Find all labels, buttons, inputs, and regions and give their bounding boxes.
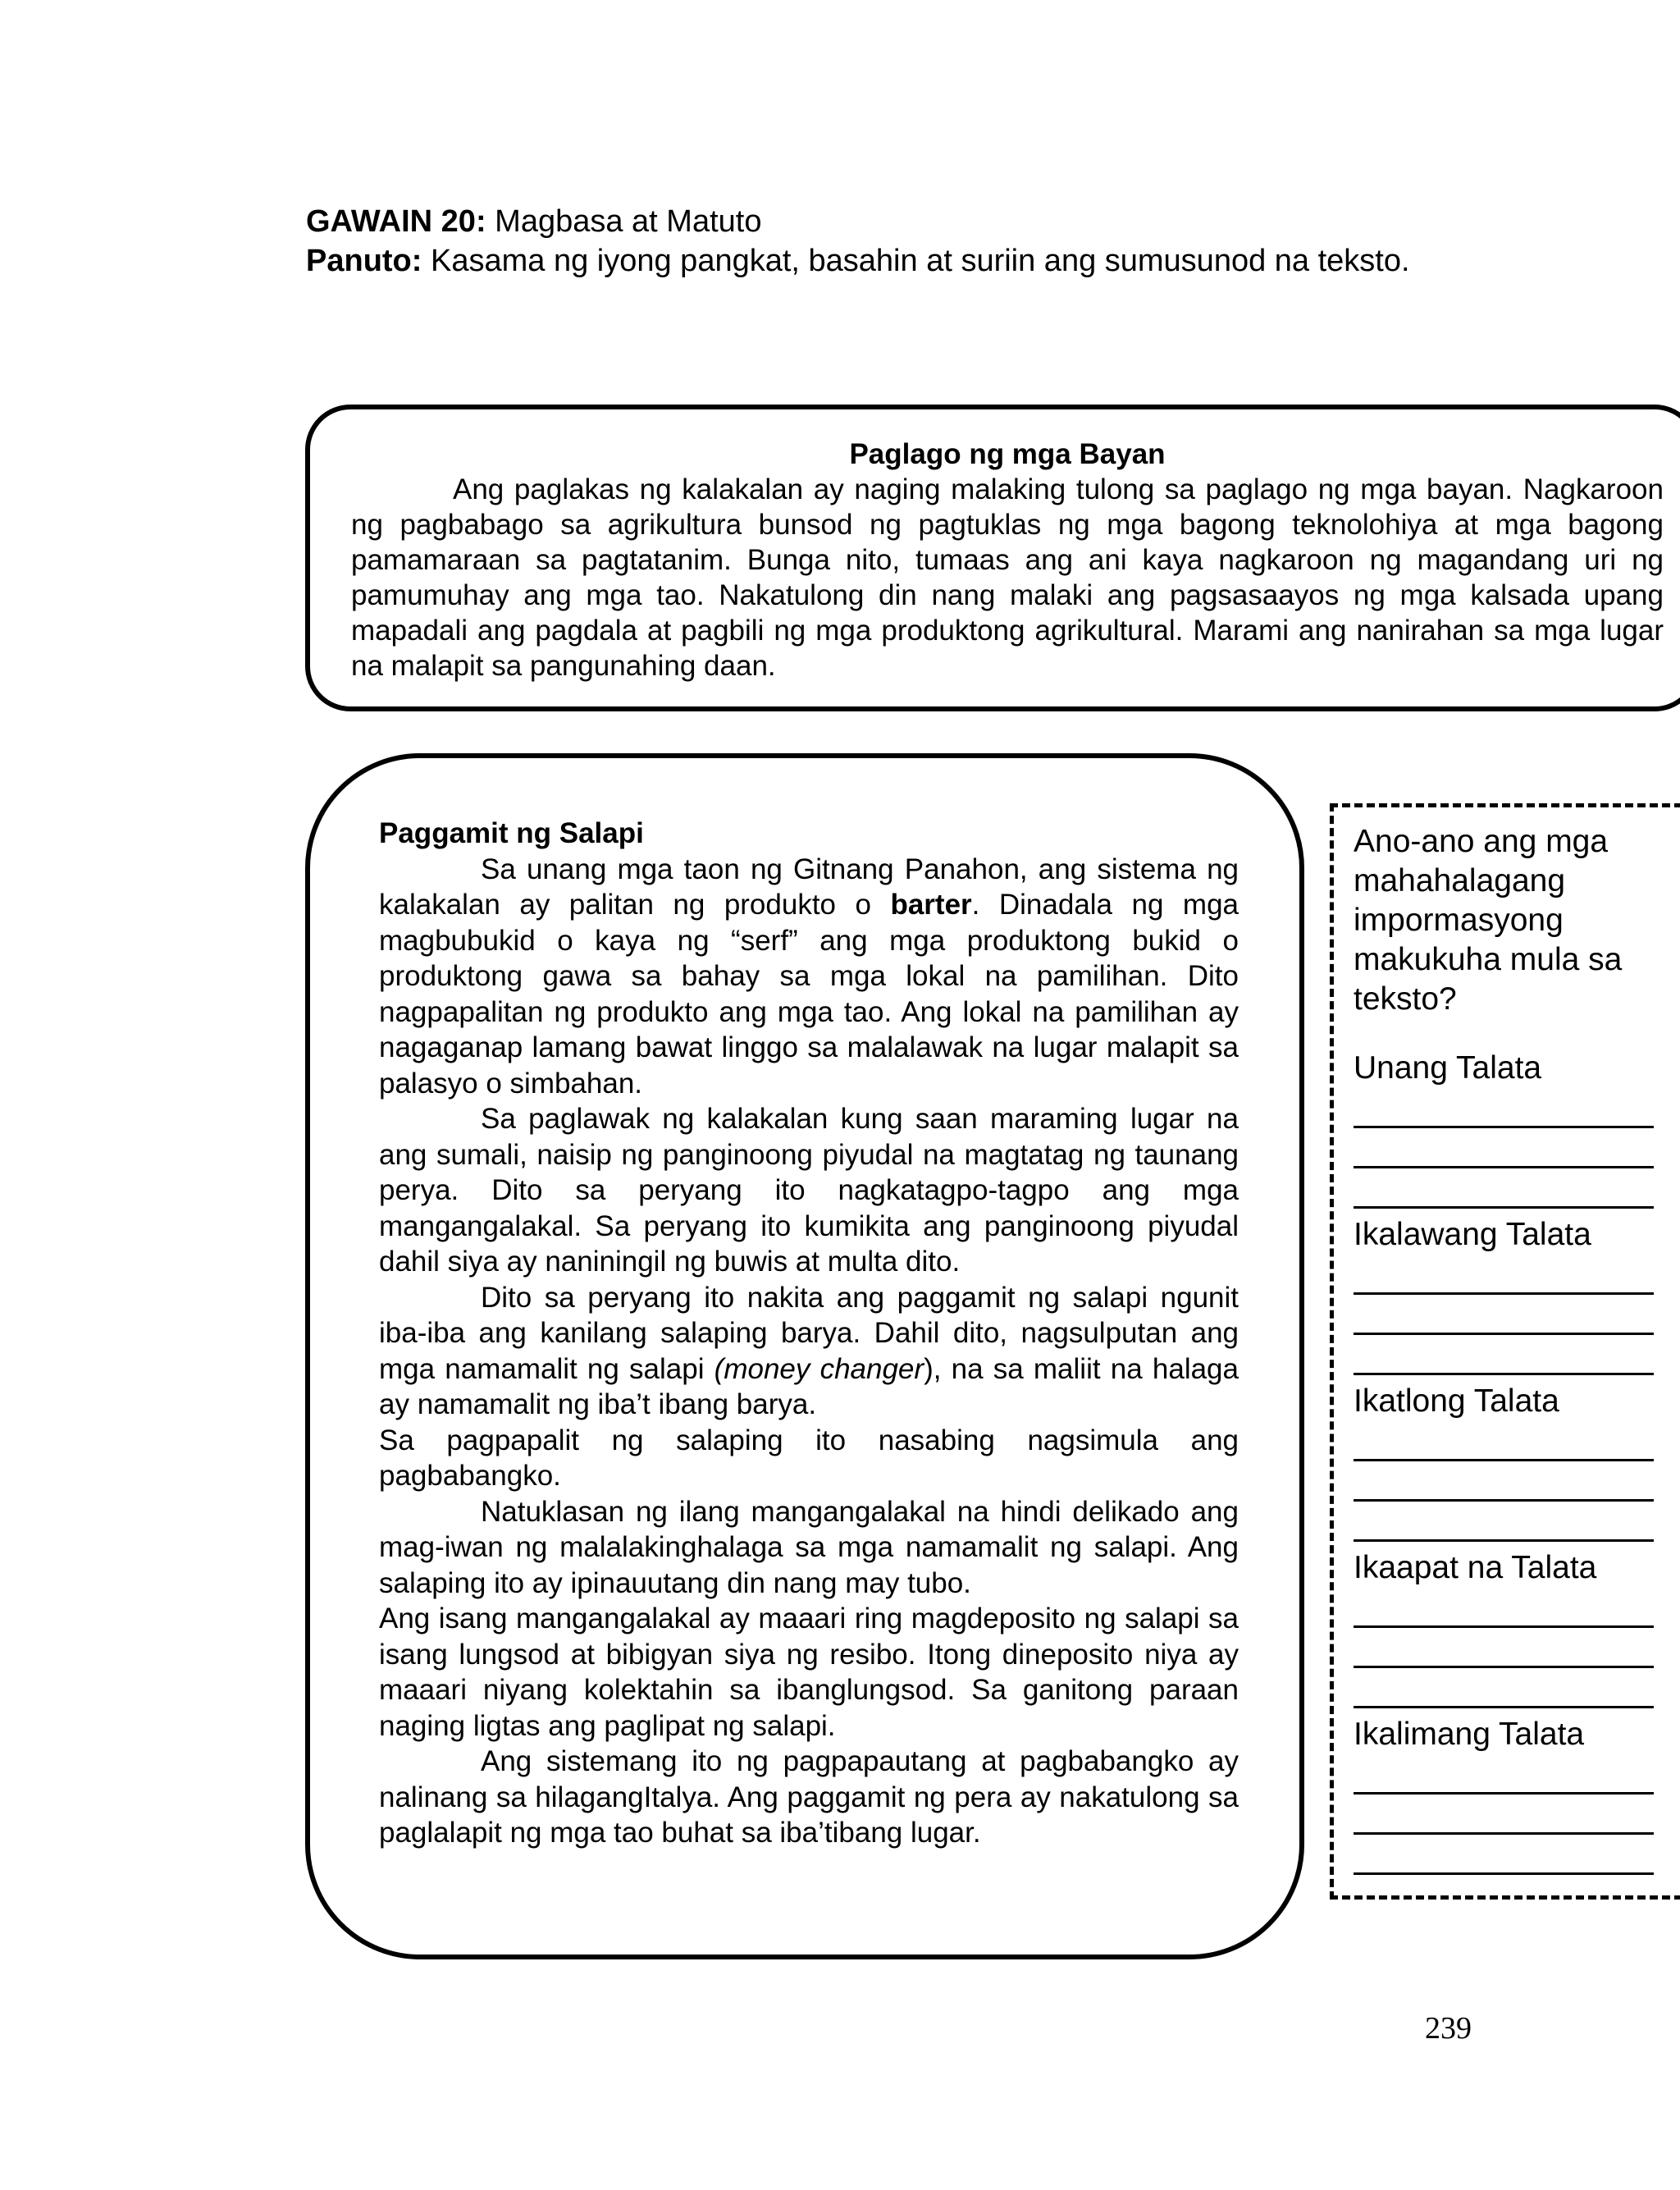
paragraph-4: Sa pagpapalit ng salaping ito nasabing nagsimula ang pagbabangko. xyxy=(379,1424,1239,1492)
paragraph-1-text-a: Sa unang mga taon ng Gitnang Panahon, ang sistema ng kalakalan ay palitan ng produkto o xyxy=(379,853,1239,921)
answer-blanks-3 xyxy=(1354,1425,1680,1542)
reading-body-paglago: Ang paglakas ng kalakalan ay naging malaking tulong sa paglago ng mga bayan. Nagkaroon ng pagbabago sa agrikultura bunsod ng pagtuklas ng mga bagong teknolohiya at mga bagong pamamaraan sa pagtatanim. Bunga nito, tumaas ang ani kaya nagkaroon ng magandang uri ng pamumuhay ang mga tao. Nakatulong din nang malaki ang pagsasaayos ng mga kalsada upang mapadali ang pagdala at pagbili ng mga produktong agrikultural. Marami ang nanirahan sa mga lugar na malapit sa pangunahing daan. xyxy=(351,473,1664,682)
section-label-ikalimang-talata: Ikalimang Talata xyxy=(1354,1717,1585,1752)
answer-line[interactable] xyxy=(1354,1799,1654,1835)
answer-line[interactable] xyxy=(1354,1465,1654,1502)
reading-box-salapi-content xyxy=(379,816,1239,1851)
answer-line[interactable] xyxy=(1354,1132,1654,1168)
answer-line[interactable] xyxy=(1354,1259,1654,1295)
reading-box-paglago-content xyxy=(351,437,1664,684)
paragraph-5: Natuklasan ng ilang mangangalakal na hindi delikado ang mag-iwan ng malalakinghalaga sa mga namamalit ng salapi. Ang salaping ito ay ipinauutang din nang may tubo. xyxy=(379,1495,1239,1599)
answer-line[interactable] xyxy=(1354,1173,1654,1209)
gawain-title: Magbasa at Matuto xyxy=(486,204,762,239)
paragraph-3 xyxy=(379,1280,1239,1423)
reading-box-paglago xyxy=(305,405,1680,711)
paragraph-1-bold-term: barter xyxy=(890,889,972,921)
reading-title-paglago: Paglago ng mga Bayan xyxy=(849,438,1166,470)
answer-line[interactable] xyxy=(1354,1672,1654,1708)
answer-line[interactable] xyxy=(1354,1592,1654,1628)
activity-header xyxy=(306,202,1438,281)
paragraph-3-text-b: ), na sa maliit na halaga ay namamalit ng iba’t ibang barya. xyxy=(379,1352,1239,1420)
question-box xyxy=(1330,803,1680,1900)
panuto-text: Kasama ng iyong pangkat, basahin at suriin ang sumusunod na teksto. xyxy=(422,244,1410,278)
answer-line[interactable] xyxy=(1354,1299,1654,1335)
answer-line[interactable] xyxy=(1354,1506,1654,1542)
section-label-unang-talata: Unang Talata xyxy=(1354,1050,1542,1086)
page-number: 239 xyxy=(1425,2011,1472,2046)
panuto-label: Panuto: xyxy=(306,244,422,278)
answer-line[interactable] xyxy=(1354,1339,1654,1375)
paragraph-6: Ang isang mangangalakal ay maaari ring magdeposito ng salapi sa isang lungsod at bibigyan siya ng resibo. Itong dineposito niya ay maaari niyang kolektahin sa ibanglungsod. Sa ganitong paraan naging ligtas ang paglipat ng salapi. xyxy=(379,1602,1239,1742)
answer-blanks-2 xyxy=(1354,1259,1680,1375)
paragraph-3-text-a: Dito sa peryang ito nakita ang paggamit ng salapi ngunit iba-iba ang kanilang salaping barya. Dahil dito, nagsulputan ang mga namamalit ng salapi xyxy=(379,1281,1239,1385)
answer-line[interactable] xyxy=(1354,1092,1654,1128)
answer-blanks-1 xyxy=(1354,1092,1680,1209)
answer-line[interactable] xyxy=(1354,1425,1654,1461)
reading-box-salapi xyxy=(305,753,1304,1959)
section-label-ikatlong-talata: Ikatlong Talata xyxy=(1354,1383,1559,1419)
paragraph-3-italic-term: (money changer xyxy=(714,1352,924,1385)
reading-title-salapi: Paggamit ng Salapi xyxy=(379,817,644,849)
paragraph-1 xyxy=(379,852,1239,1102)
answer-blanks-4 xyxy=(1354,1592,1680,1708)
activity-title-line xyxy=(306,202,1438,241)
answer-line[interactable] xyxy=(1354,1632,1654,1668)
paragraph-1-text-b: . Dinadala ng mga magbubukid o kaya ng “serf” ang mga produktong bukid o produktong gawa sa bahay sa mga lokal na pamilihan. Dito nagpapalitan ng produkto ang mga tao. Ang lokal na pamilihan ay nagaganap lamang bawat linggo sa malalawak na lugar malapit sa palasyo o simbahan. xyxy=(379,889,1239,1100)
answer-line[interactable] xyxy=(1354,1758,1654,1795)
answer-blanks-5 xyxy=(1354,1758,1680,1875)
gawain-label: GAWAIN 20: xyxy=(306,204,486,239)
question-text: Ano-ano ang mga mahahalagang impormasyong makukuha mula sa teksto? xyxy=(1354,824,1623,1017)
section-label-ikaapat-na-talata: Ikaapat na Talata xyxy=(1354,1550,1597,1585)
paragraph-7: Ang sistemang ito ng pagpapautang at pagbabangko ay nalinang sa hilagangItalya. Ang paggamit ng pera ay nakatulong sa paglalapit ng mga tao buhat sa iba’tibang lugar. xyxy=(379,1745,1239,1849)
answer-line[interactable] xyxy=(1354,1839,1654,1875)
paragraph-2: Sa paglawak ng kalakalan kung saan maraming lugar na ang sumali, naisip ng panginoong piyudal na magtatag ng taunang perya. Dito sa peryang ito nagkatagpo-tagpo ang mga mangangalakal. Sa peryang ito kumikita ang panginoong piyudal dahil siya ay naniningil ng buwis at multa dito. xyxy=(379,1103,1239,1278)
section-label-ikalawang-talata: Ikalawang Talata xyxy=(1354,1217,1591,1252)
instruction-line xyxy=(306,241,1438,281)
question-box-content xyxy=(1354,822,1680,1875)
